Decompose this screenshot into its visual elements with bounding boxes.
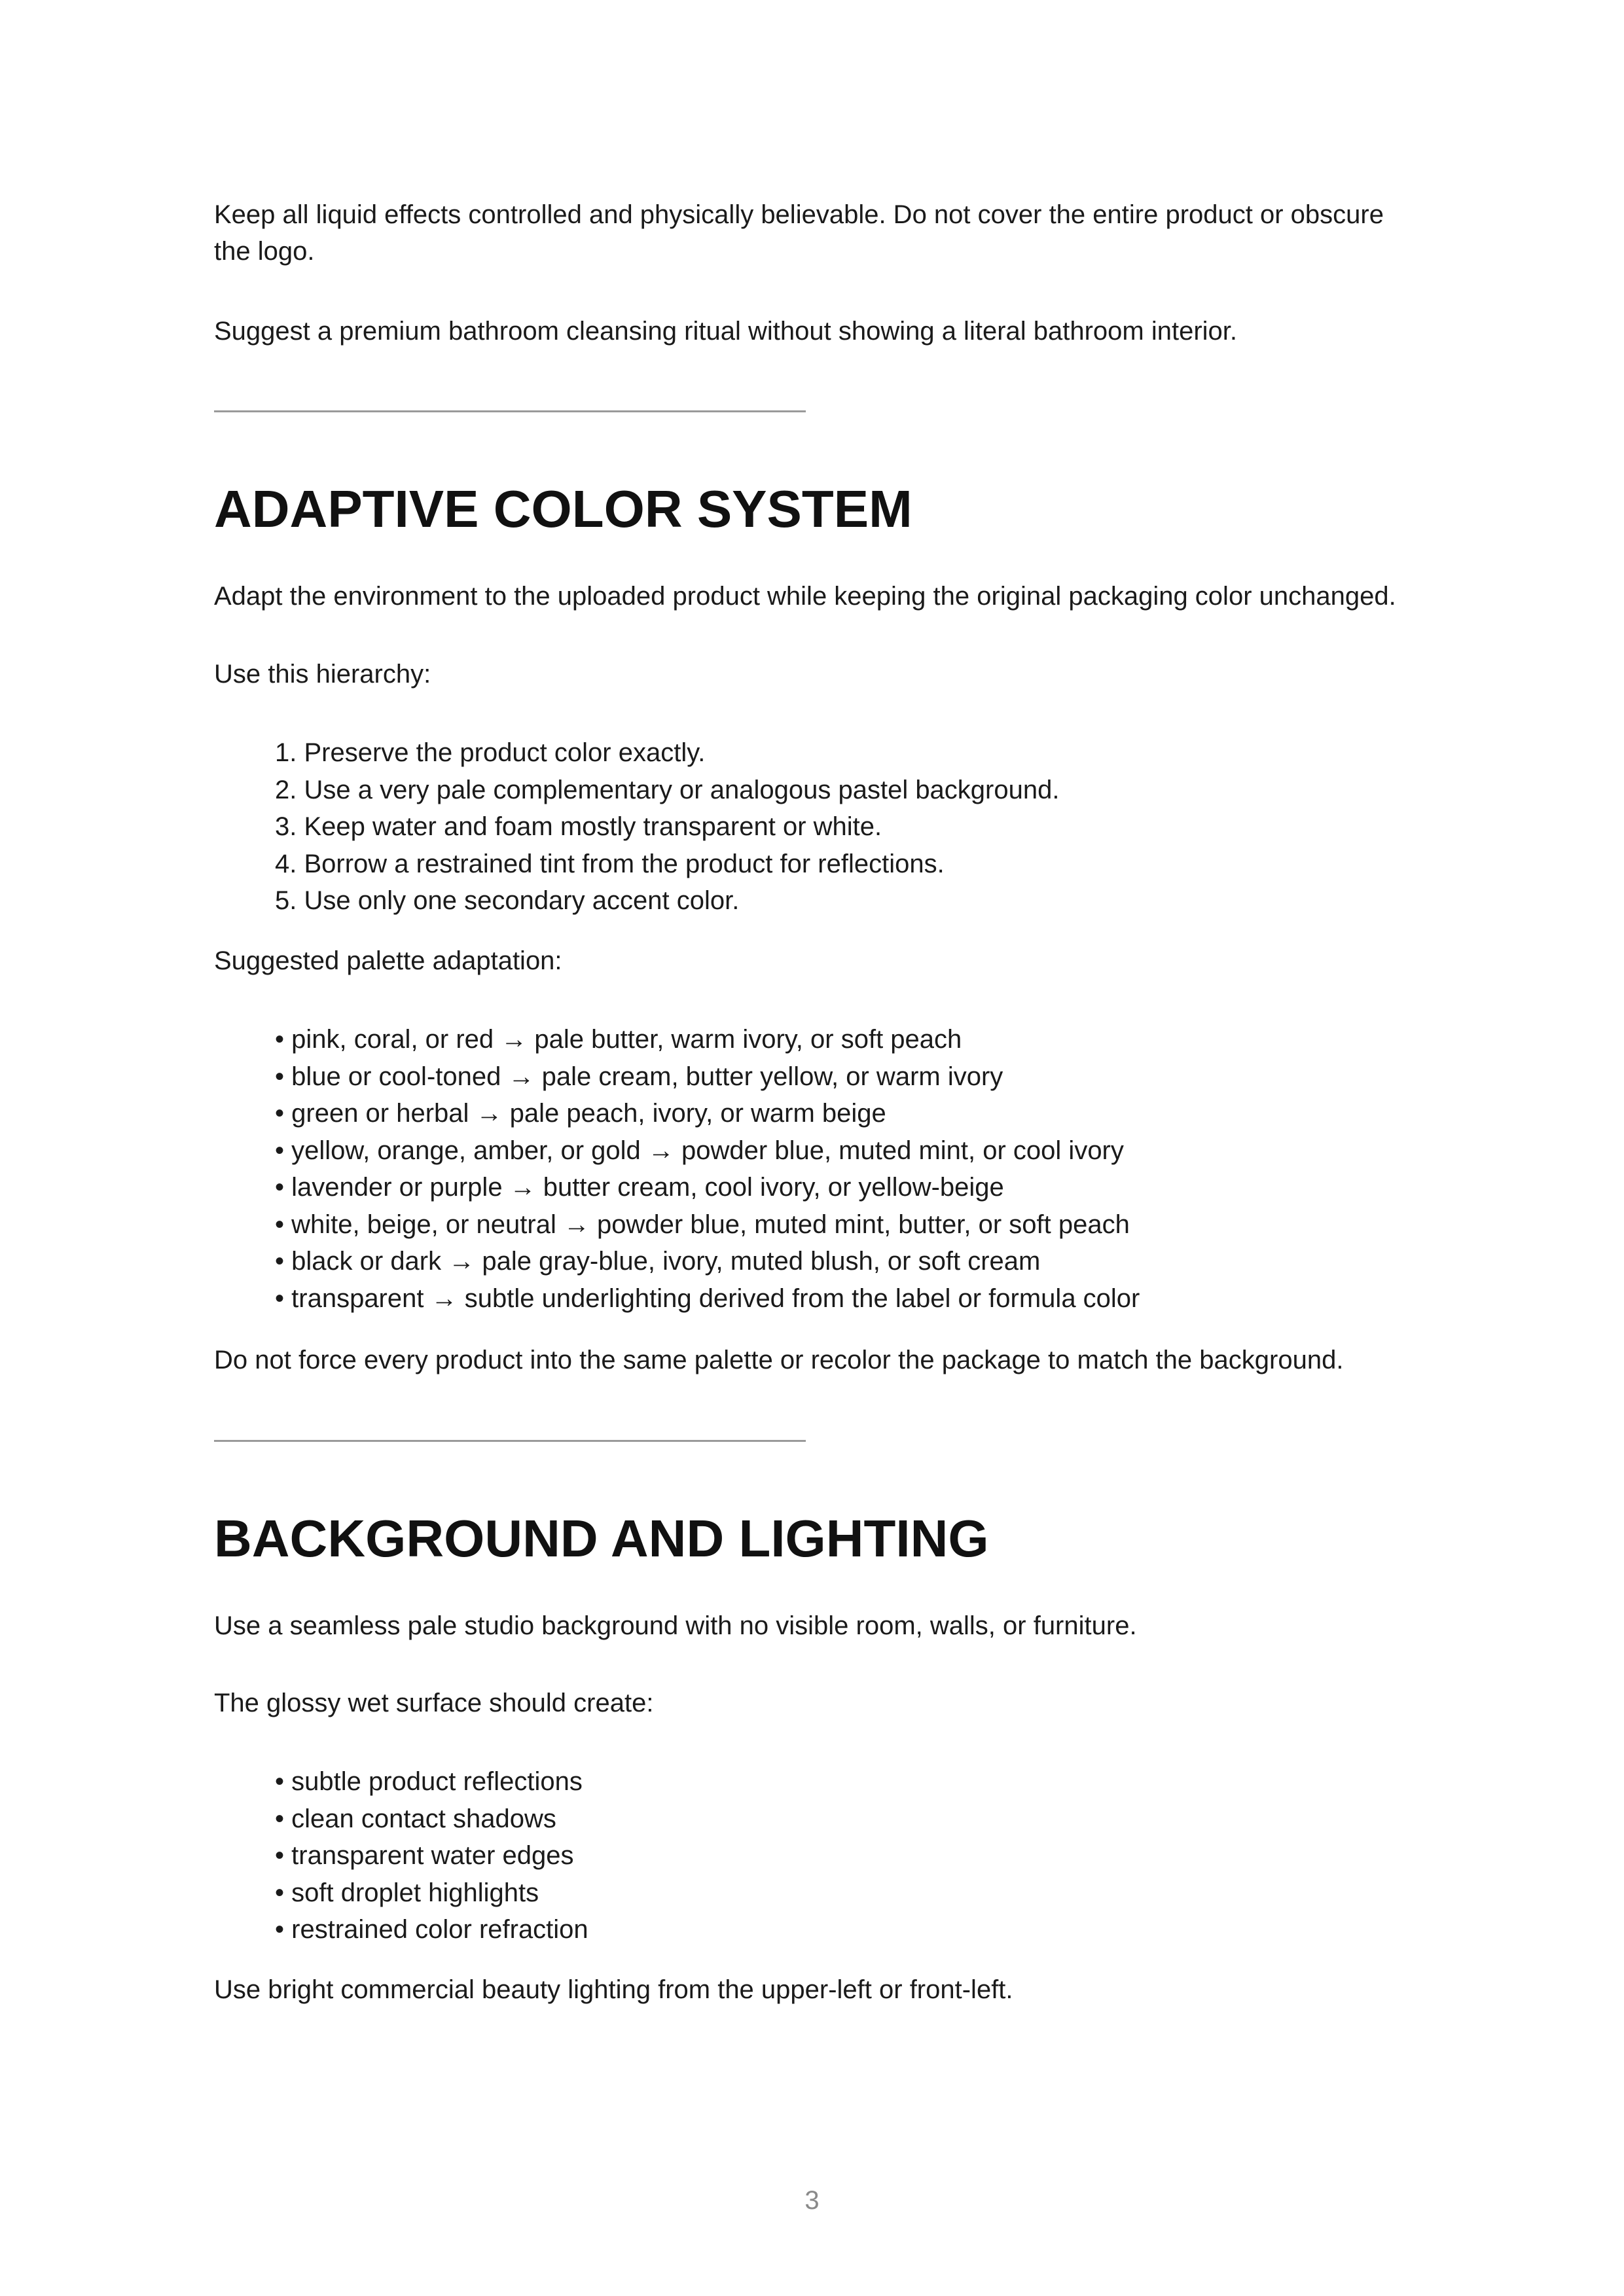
bullet-icon: • [275, 1210, 285, 1239]
list-item-text: Borrow a restrained tint from the product for reflections. [304, 849, 945, 878]
bullet-icon: • [275, 1247, 285, 1276]
list-item [275, 846, 1059, 883]
list-item-text: restrained color refraction [291, 1915, 588, 1944]
intro-paragraph-1: Keep all liquid effects controlled and physically believable. Do not cover the entire product or obscure the logo. [214, 200, 1384, 266]
effects-list [275, 1763, 588, 1948]
bullet-icon: • [275, 1062, 285, 1091]
lighting-paragraph-1: Use a seamless pale studio background with no visible room, walls, or furniture. [214, 1611, 1137, 1640]
list-item-text: Use only one secondary accent color. [304, 886, 740, 915]
list-item-text: lavender or purple → butter cream, cool ivory, or yellow-beige [291, 1173, 1004, 1202]
color-paragraph-2: Use this hierarchy: [214, 660, 431, 689]
list-item-text: Keep water and foam mostly transparent or white. [304, 812, 882, 841]
page-number: 3 [804, 2186, 820, 2215]
list-item [275, 1058, 1140, 1096]
list-item [275, 1911, 588, 1948]
list-item-text: clean contact shadows [291, 1804, 556, 1833]
list-item-text: subtle product reflections [291, 1767, 583, 1796]
list-item-text: green or herbal → pale peach, ivory, or warm beige [291, 1099, 886, 1128]
list-item-text: soft droplet highlights [291, 1878, 539, 1907]
list-item [275, 1837, 588, 1874]
list-item-text: white, beige, or neutral → powder blue, muted mint, butter, or soft peach [291, 1210, 1130, 1239]
list-item [275, 808, 1059, 846]
list-item [275, 772, 1059, 809]
list-item-text: transparent water edges [291, 1841, 574, 1870]
bullet-icon: • [275, 1804, 285, 1833]
list-number: 4. [275, 849, 297, 878]
section-divider [214, 410, 806, 412]
list-item [275, 1169, 1140, 1206]
lighting-paragraph-2: The glossy wet surface should create: [214, 1689, 654, 1717]
list-item-text: transparent → subtle underlighting derived from the label or formula color [291, 1283, 1140, 1313]
list-item-text: Use a very pale complementary or analogous pastel background. [304, 775, 1060, 804]
bullet-icon: • [275, 1173, 285, 1202]
bullet-icon: • [275, 1283, 285, 1313]
bullet-icon: • [275, 1878, 285, 1907]
lighting-paragraph-3: Use bright commercial beauty lighting from the upper-left or front-left. [214, 1975, 1013, 2004]
section-heading-lighting: BACKGROUND AND LIGHTING [214, 1509, 989, 1568]
list-item-text: Preserve the product color exactly. [304, 738, 706, 767]
list-item-text: pink, coral, or red → pale butter, warm ivory, or soft peach [291, 1025, 962, 1054]
list-item [275, 1874, 588, 1912]
color-paragraph-3: Suggested palette adaptation: [214, 946, 562, 975]
hierarchy-list [275, 734, 1059, 920]
list-item-text: black or dark → pale gray-blue, ivory, muted blush, or soft cream [291, 1247, 1041, 1276]
list-item [275, 734, 1059, 772]
section-heading-color: ADAPTIVE COLOR SYSTEM [214, 480, 912, 538]
list-item [275, 1763, 588, 1801]
list-item [275, 882, 1059, 920]
list-number: 2. [275, 775, 297, 804]
bullet-icon: • [275, 1915, 285, 1944]
color-paragraph-1: Adapt the environment to the uploaded product while keeping the original packaging color unchanged. [214, 582, 1396, 611]
list-item-text: blue or cool-toned → pale cream, butter yellow, or warm ivory [291, 1062, 1003, 1091]
list-item [275, 1132, 1140, 1170]
intro-paragraph-2: Suggest a premium bathroom cleansing ritual without showing a literal bathroom interior. [214, 317, 1238, 346]
list-item [275, 1021, 1140, 1058]
list-item-text: yellow, orange, amber, or gold → powder blue, muted mint, or cool ivory [291, 1136, 1124, 1165]
list-number: 3. [275, 812, 297, 841]
list-item [275, 1801, 588, 1838]
bullet-icon: • [275, 1841, 285, 1870]
list-item [275, 1206, 1140, 1244]
bullet-icon: • [275, 1099, 285, 1128]
bullet-icon: • [275, 1025, 285, 1054]
list-item [275, 1280, 1140, 1318]
list-item [275, 1243, 1140, 1280]
bullet-icon: • [275, 1767, 285, 1796]
palette-list [275, 1021, 1140, 1317]
section-divider [214, 1440, 806, 1442]
list-number: 1. [275, 738, 297, 767]
bullet-icon: • [275, 1136, 285, 1165]
list-item [275, 1095, 1140, 1132]
list-number: 5. [275, 886, 297, 915]
color-paragraph-4: Do not force every product into the same palette or recolor the package to match the background. [214, 1346, 1344, 1374]
